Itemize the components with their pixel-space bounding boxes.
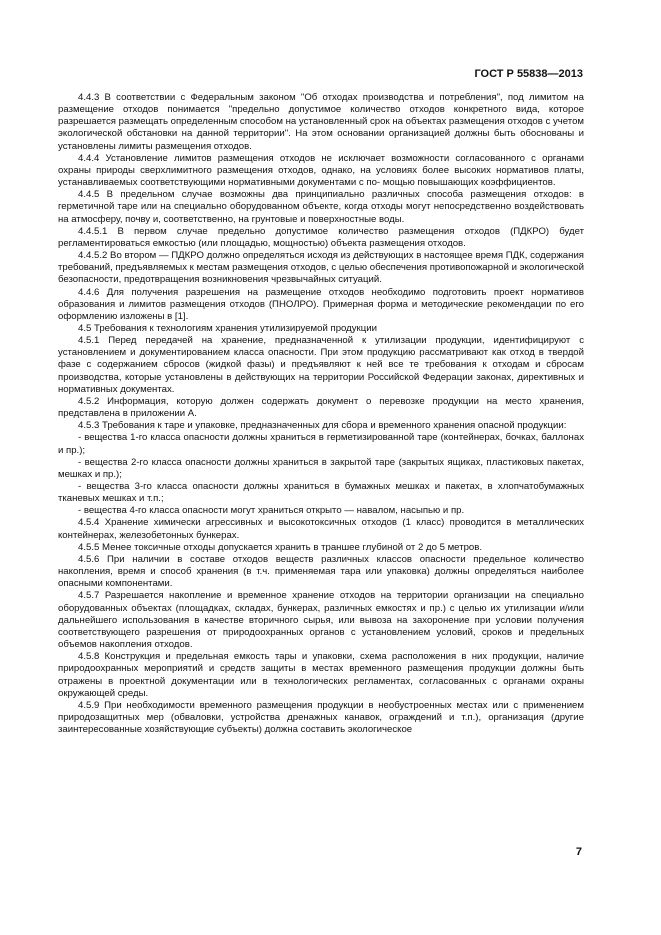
paragraph: 4.4.4 Установление лимитов размещения отходов не исключает возможности согласованного с органами охраны природы сверхлимитного размещения отходов, однако, на условиях более высоких нормативов платы, устанавливаемых соответствующими нормативными документами с по- мощью повышающих коэффициентов. — [58, 152, 584, 189]
paragraph: 4.4.5.2 Во втором — ПДКРО должно определяться исходя из действующих в настоящее время ПДК, содержания требований, предъявляемых к местам размещения отходов, с целью обеспечения противопожарной и экологической безопасности, предотвращения возникновения чрезвычайных ситуаций. — [58, 250, 584, 286]
paragraph: 4.5.8 Конструкция и предельная емкость тары и упаковки, схема расположения в них продукции, наличие природоохранных мероприятий и средств защиты в местах временного размещения продукции должны быть отражены в проектной документации или в технологических регламентах, согласованных с органами охраны окружающей среды. — [58, 651, 584, 699]
paragraph: 4.5.9 При необходимости временного размещения продукции в необустроенных местах или с применением природозащитных мер (обваловки, устройства дренажных канавок, ограждений и т.п.), организация (другие заинтересованные хозяйствующие субъекты) должна составить экологическое — [58, 699, 584, 736]
page-number: 7 — [575, 846, 582, 858]
paragraph: 4.5.5 Менее токсичные отходы допускается хранить в траншее глубиной от 2 до 5 метров. — [78, 541, 483, 553]
paragraph: 4.4.5.1 В первом случае предельно допустимое количество размещения отходов (ПДКРО) будет регламентироваться емкостью (или площадью, мощностью) объекта размещения отходов. — [58, 225, 584, 249]
paragraph: 4.5.4 Хранение химически агрессивных и высокотоксичных отходов (1 класс) проводится в металлических контейнерах, железобетонных бункерах. — [58, 517, 584, 541]
paragraph: 4.5.6 При наличии в составе отходов веществ различных классов опасности предельное количество накопления, время и способ хранения (в т.ч. применяемая тара или упаковка) должны определяться наиболее опасными компонентами. — [58, 553, 584, 590]
paragraph: 4.5.1 Перед передачей на хранение, предназначенной к утилизации продукции, идентифицируют с установлением и документированием класса опасности. При этом продукцию рассматривают как отход в твердой фазе с содержанием сбросов (жидкой фазы) и предъявляют к ней все те требования к отходам и сбросам производства, которые установлены в действующих на территории Российской Федерации законах, директивных и нормативных документах. — [58, 335, 584, 395]
document-body — [58, 92, 584, 736]
list-item: - вещества 2-го класса опасности должны храниться в закрытой таре (закрытых ящиках, пластиковых пакетах, мешках и пр.); — [58, 456, 584, 480]
paragraph: 4.4.6 Для получения разрешения на размещение отходов необходимо подготовить проект нормативов образования и лимитов размещения отходов (ПНОЛРО). Примерная форма и методические рекомендации по его оформлению изложены в [1]. — [58, 286, 584, 322]
paragraph: 4.5.2 Информация, которую должен содержать документ о перевозке продукции на место хранения, представлена в приложении А. — [58, 395, 584, 420]
paragraph: 4.4.3 В соответствии с Федеральным законом "Об отходах производства и потребления", под лимитом на размещение отходов понимается "предельно допустимое количество отходов конкретного вида, которое разрешается размещать определенным способом на установленный срок на объектах размещения отходов с учетом экологической обстановки на данной территории". На этом основании организацией должны быть обоснованы и установлены лимиты размещения отходов. — [58, 92, 584, 152]
paragraph: 4.5.7 Разрешается накопление и временное хранение отходов на территории организации на специально оборудованных объектах (площадках, складах, бункерах, различных емкостях и пр.) с целью их утилизации и/или дальнейшего использования в качестве вторичного сырья, или вывоза на захоронение при условии получения соответствующего разрешения от природоохранных органов с установлением условий, сроков и предельных объемов накопления отходов. — [58, 590, 584, 651]
list-item: - вещества 1-го класса опасности должны храниться в герметизированной таре (контейнерах, бочках, баллонах и пр.); — [58, 432, 584, 456]
paragraph: 4.5.3 Требования к таре и упаковке, предназначенных для сбора и временного хранения опасной продукции: — [78, 420, 567, 432]
document-header: ГОСТ Р 55838—2013 — [474, 68, 583, 80]
section-heading: 4.5 Требования к технологиям хранения утилизируемой продукции — [78, 322, 377, 334]
paragraph: 4.4.5 В предельном случае возможны два принципиально различных способа размещения отходов: в герметичной таре или на специально оборудованном объекте, когда отходы могут непосредственно воздействовать на атмосферу, почву и, соответственно, на грунтовые и поверхностные воды. — [58, 189, 584, 225]
list-item: - вещества 4-го класса опасности могут храниться открыто — навалом, насыпью и пр. — [78, 505, 465, 517]
list-item: - вещества 3-го класса опасности должны храниться в бумажных мешках и пакетах, в хлопчатобумажных тканевых мешках и т.п.; — [58, 481, 584, 505]
